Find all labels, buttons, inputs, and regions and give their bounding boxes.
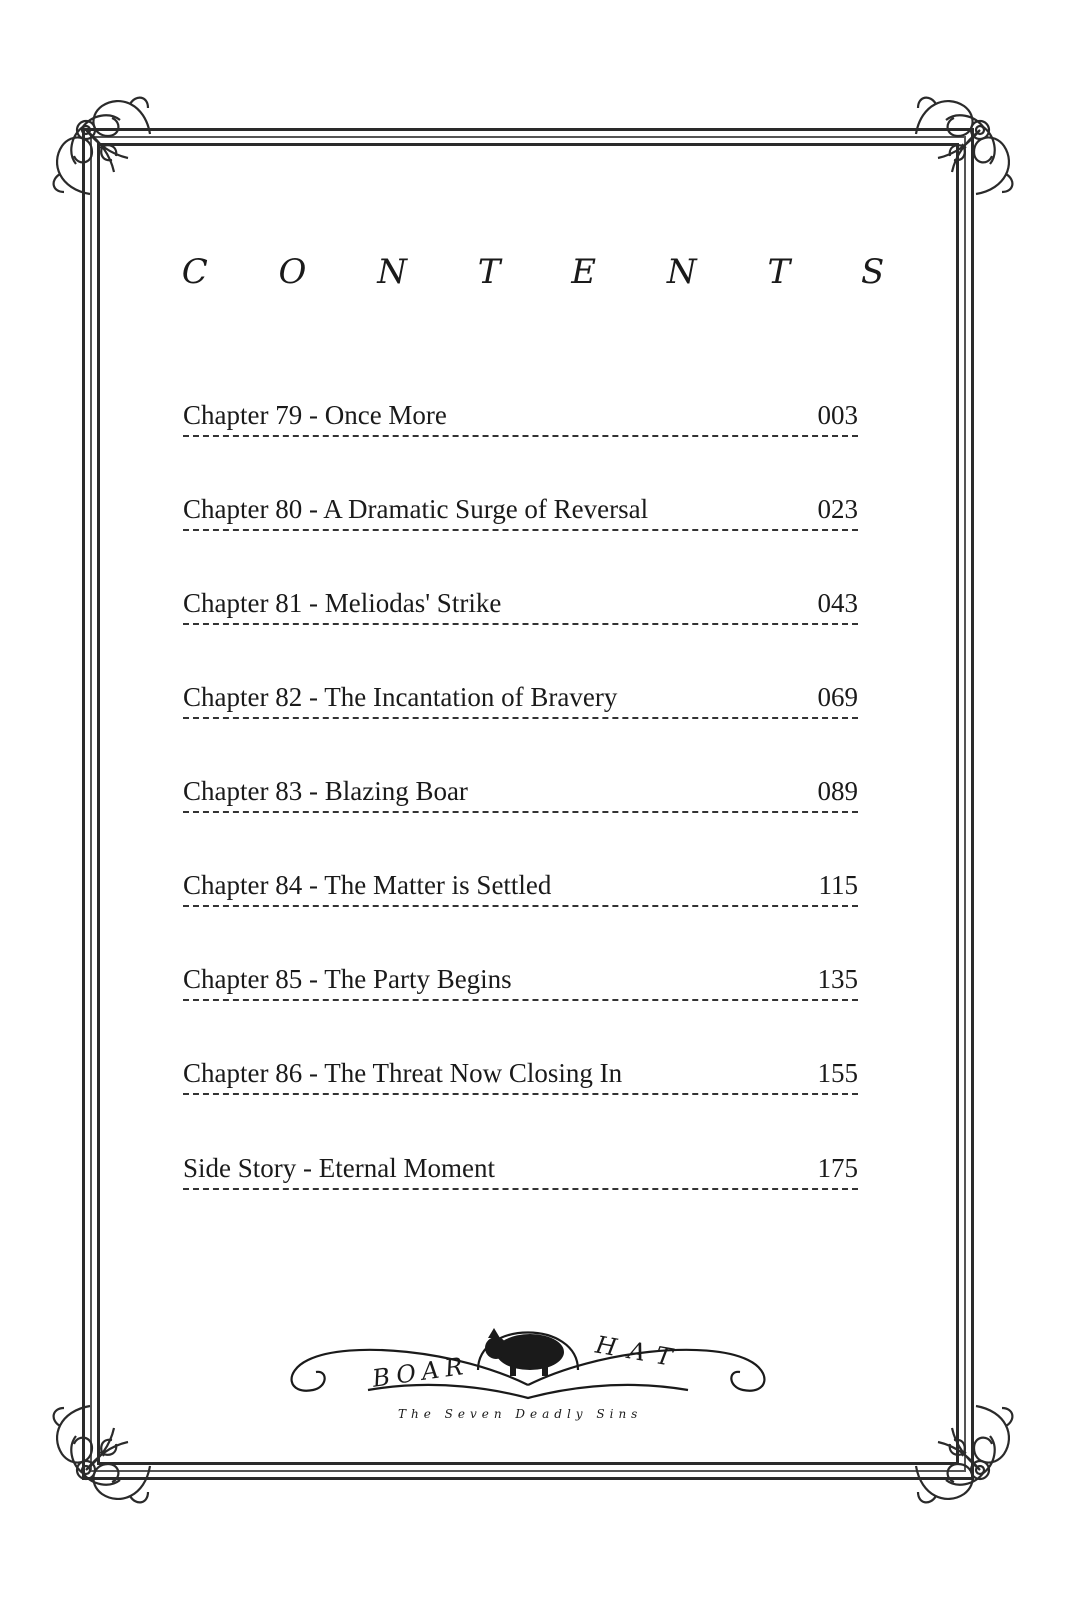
toc-entry-title: Chapter 80 - A Dramatic Surge of Reversal	[183, 494, 649, 524]
toc-entry-page: 043	[817, 588, 858, 618]
boar-hat-logo	[278, 1290, 778, 1430]
toc-entry-title: Chapter 82 - The Incantation of Bravery	[183, 682, 618, 712]
toc-entry[interactable]	[183, 957, 858, 1001]
corner-ornament-icon	[40, 1386, 170, 1516]
toc-entry-page: 155	[817, 1058, 858, 1088]
logo-word-left: BOAR	[370, 1351, 471, 1393]
toc-entry[interactable]	[183, 863, 858, 907]
toc-entry-page: 069	[817, 682, 858, 712]
toc-entry-page: 115	[818, 870, 858, 900]
toc-entry[interactable]	[183, 675, 858, 719]
toc-entry-title: Side Story - Eternal Moment	[183, 1153, 495, 1183]
corner-ornament-icon	[896, 84, 1026, 214]
toc-entry-page: 003	[817, 400, 858, 430]
boar-icon	[485, 1328, 564, 1376]
toc-entry-title: Chapter 86 - The Threat Now Closing In	[183, 1058, 623, 1088]
toc-entry-page: 135	[817, 964, 858, 994]
corner-ornament-icon	[40, 84, 170, 214]
toc-entry-page: 089	[817, 776, 858, 806]
toc-entry-page: 023	[817, 494, 858, 524]
toc-entry[interactable]	[183, 581, 858, 625]
toc-entry-title: Chapter 81 - Meliodas' Strike	[183, 588, 502, 618]
logo-subtitle: The Seven Deadly Sins	[398, 1407, 643, 1421]
toc-entry-title: Chapter 84 - The Matter is Settled	[183, 870, 552, 900]
toc-entry-title: Chapter 83 - Blazing Boar	[183, 776, 468, 806]
toc-entry-title: Chapter 79 - Once More	[183, 400, 447, 430]
toc-entry[interactable]	[183, 769, 858, 813]
logo-word-right: HAT	[593, 1330, 686, 1374]
toc-entry[interactable]	[183, 393, 858, 437]
toc-entry[interactable]	[183, 1051, 858, 1095]
toc-entry[interactable]	[183, 487, 858, 531]
toc-entry-title: Chapter 85 - The Party Begins	[183, 964, 512, 994]
page-title: C O N T E N T S	[181, 252, 915, 292]
corner-ornament-icon	[896, 1386, 1026, 1516]
toc-entry[interactable]	[183, 1146, 858, 1190]
toc-entry-page: 175	[817, 1153, 858, 1183]
